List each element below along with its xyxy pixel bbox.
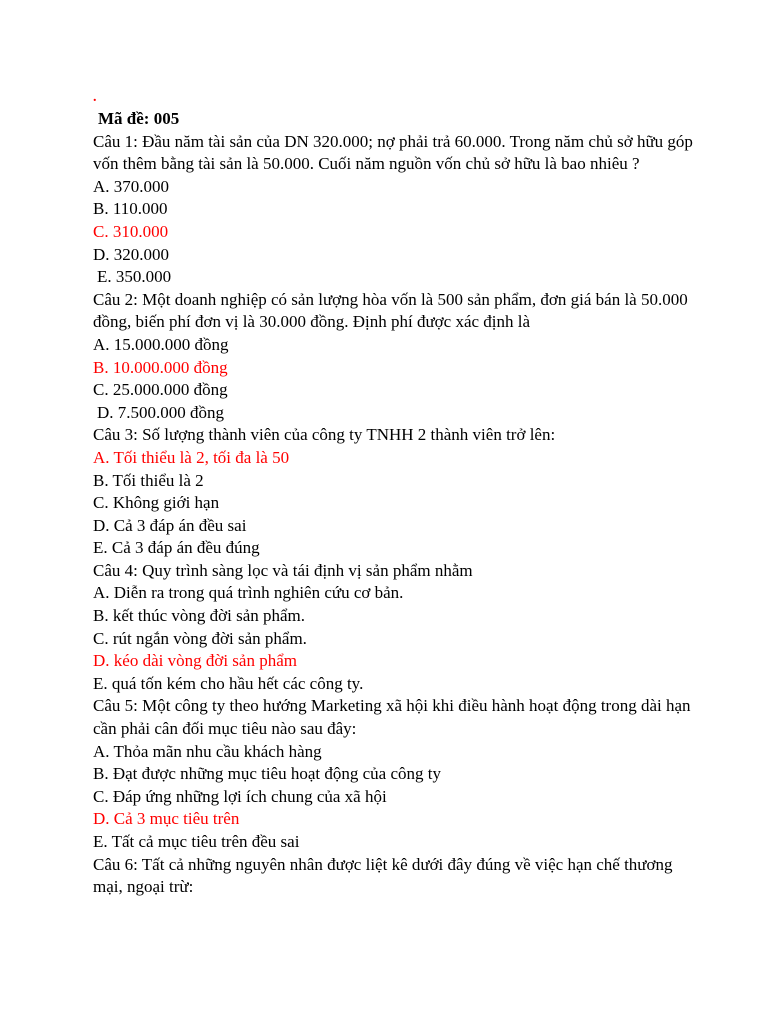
answer-option: A. Thỏa mãn nhu cầu khách hàng	[93, 741, 322, 761]
answer-option: C. Đáp ứng những lợi ích chung của xã hội	[93, 786, 387, 806]
red-dot-marker: .	[93, 90, 97, 105]
answer-option: D. Cả 3 đáp án đều sai	[93, 515, 247, 535]
answer-option: B. kết thúc vòng đời sản phẩm.	[93, 606, 306, 626]
question-text: Câu 2: Một doanh nghiệp có sản lượng hòa vốn là 500 sản phẩm, đơn giá bán là 50.000 đồng, biến phí đơn vị là 30.000 đồng. Định phí được xác định là	[93, 289, 688, 332]
answer-option: B. 110.000	[93, 199, 168, 219]
answer-option: A. 15.000.000 đồng	[93, 334, 229, 354]
answer-option: D. 320.000	[93, 244, 170, 264]
question-text: Câu 4: Quy trình sàng lọc và tái định vị sản phẩm nhằm	[93, 560, 473, 580]
answer-option: E. Tất cả mục tiêu trên đều sai	[93, 832, 300, 851]
answer-option: E. Cả 3 đáp án đều đúng	[93, 538, 260, 558]
answer-option: A. 370.000	[93, 176, 170, 196]
question-text: Câu 5: Một công ty theo hướng Marketing xã hội khi điều hành hoạt động trong dài hạn cần phải cân đối mục tiêu nào sau đây:	[93, 696, 691, 739]
document-page	[93, 88, 693, 899]
question-text: Câu 1: Đầu năm tài sản của DN 320.000; nợ phải trả 60.000. Trong năm chủ sở hữu góp vốn thêm bằng tài sản là 50.000. Cuối năm nguồn vốn chủ sở hữu là bao nhiêu ?	[93, 131, 693, 174]
answer-option-correct: C. 310.000	[93, 221, 169, 241]
answer-option: B. Tối thiểu là 2	[93, 470, 204, 490]
answer-option: A. Diễn ra trong quá trình nghiên cứu cơ bản.	[93, 583, 404, 603]
question-text: Câu 3: Số lượng thành viên của công ty TNHH 2 thành viên trở lên:	[93, 425, 556, 445]
answer-option-correct: B. 10.000.000 đồng	[93, 357, 228, 377]
answer-option: E. quá tốn kém cho hầu hết các công ty.	[93, 673, 364, 693]
answer-option-correct: D. kéo dài vòng đời sản phẩm	[93, 651, 297, 671]
answer-option: C. 25.000.000 đồng	[93, 380, 228, 400]
answer-option: D. 7.500.000 đồng	[97, 402, 225, 422]
answer-option: B. Đạt được những mục tiêu hoạt động của công ty	[93, 764, 441, 784]
question-list	[93, 131, 693, 899]
answer-option-correct: D. Cả 3 mục tiêu trên	[93, 809, 240, 829]
answer-option: C. Không giới hạn	[93, 493, 220, 513]
answer-option: C. rút ngắn vòng đời sản phẩm.	[93, 628, 307, 648]
answer-option-correct: A. Tối thiểu là 2, tối đa là 50	[93, 447, 290, 467]
exam-code: Mã đề: 005	[98, 109, 180, 128]
answer-option: E. 350.000	[97, 267, 172, 287]
question-text: Câu 6: Tất cả những nguyên nhân được liệt kê dưới đây đúng về việc hạn chế thương mại, ngoại trừ:	[93, 854, 673, 897]
